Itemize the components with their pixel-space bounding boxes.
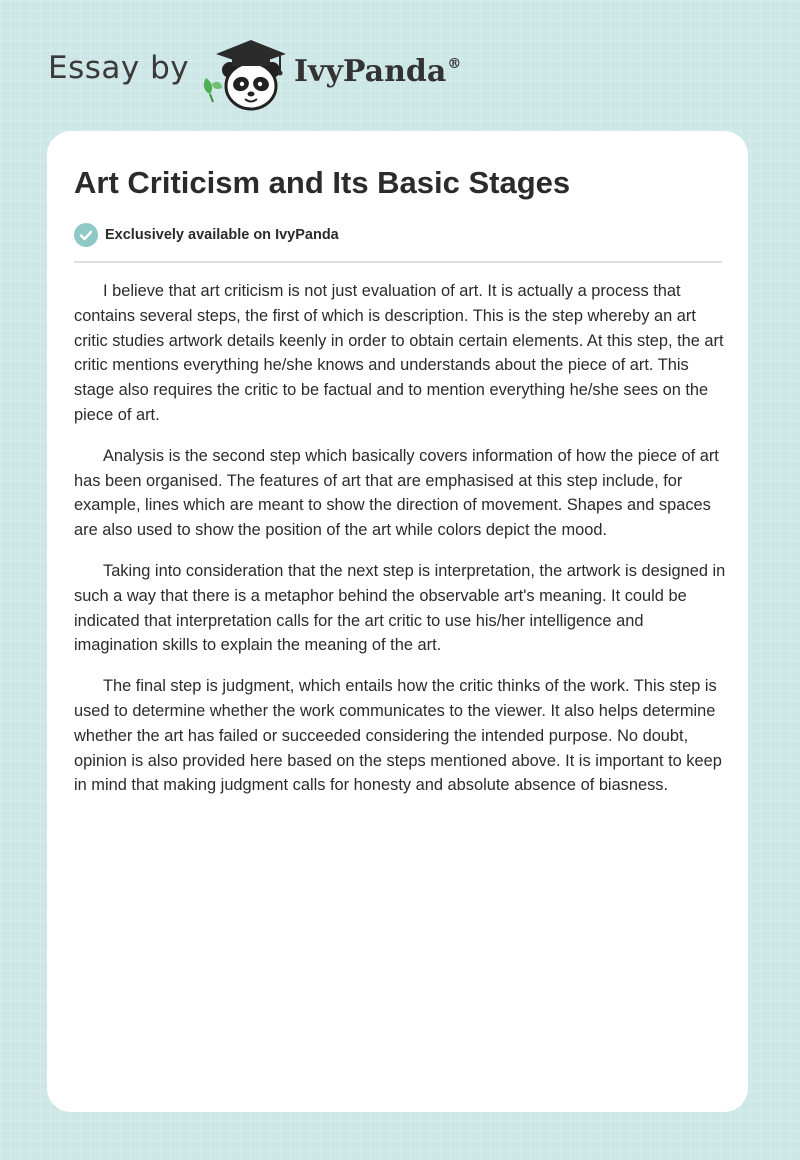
essay-paragraph: I believe that art criticism is not just evaluation of art. It is actually a process that contains several steps, the first of which is description. This is the step whereby an art critic studies artwork details keenly in order to obtain certain elements. At this step, the art critic mentions everything he/she knows and understands about the piece of art. This stage also requires the critic to be factual and to mention everything he/she sees on the piece of art. — [74, 282, 724, 424]
essay-paragraph: The final step is judgment, which entails how the critic thinks of the work. This step is used to determine whether the work communicates to the viewer. It also helps determine whether the art has failed or succeeded considering the intended purpose. No doubt, opinion is also provided here based on the steps mentioned above. It is important to keep in mind that making judgment calls for honesty and absolute absence of biasness. — [74, 677, 722, 795]
essay-paragraph: Analysis is the second step which basically covers information of how the piece of art has been organised. The features of art that are emphasised at this step include, for example, lines which are meant to show the direction of movement. Shapes and spaces are also used to show the position of the art while colors depict the mood. — [74, 446, 719, 540]
registered-mark: ® — [447, 56, 462, 72]
check-circle-icon — [74, 223, 98, 247]
ivypanda-brand[interactable] — [294, 54, 461, 89]
essay-body — [74, 279, 726, 814]
essay-title: Art Criticism and Its Basic Stages — [74, 165, 571, 200]
essay-paragraph: Taking into consideration that the next step is interpretation, the artwork is designed in such a way that there is a metaphor behind the observable art's meaning. It could be indicated that interpretation calls for the art critic to use his/her intelligence and imagination skills to explain the meaning of the art. — [74, 561, 726, 655]
exclusive-badge-text: Exclusively available on IvyPanda — [105, 227, 339, 243]
divider — [74, 261, 722, 263]
essay-card — [47, 131, 748, 1112]
essay-by-label: Essay by — [48, 50, 190, 86]
site-header — [48, 30, 508, 116]
brand-name: IvyPanda — [294, 54, 447, 89]
panda-graduate-logo-icon[interactable] — [200, 34, 296, 114]
exclusive-badge — [74, 223, 339, 247]
